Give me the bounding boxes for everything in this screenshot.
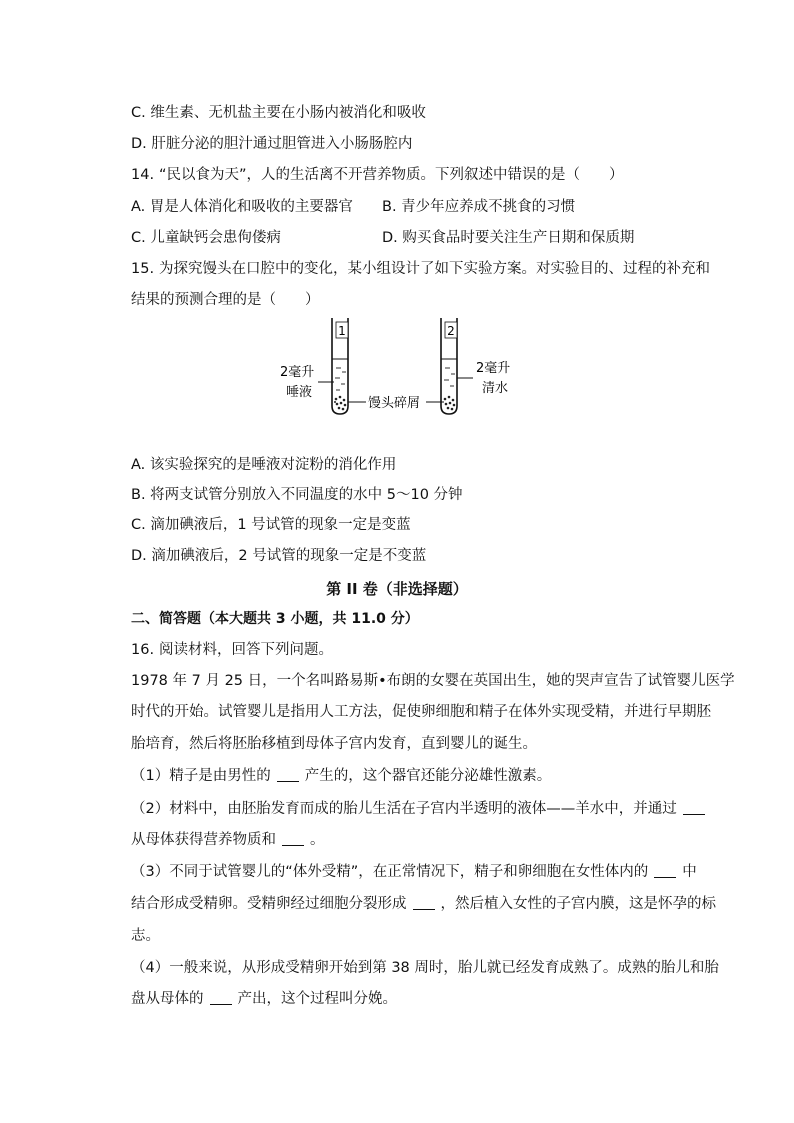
test-tube-2	[441, 318, 457, 414]
q14-number: 14.	[131, 167, 155, 183]
q16-sub-3-line-2	[131, 894, 716, 914]
q16-sub-3-text-a: （3）不同于试管婴儿的“体外受精”，在正常情况下，精子和卵细胞在女性体内的	[131, 864, 649, 880]
water-label-volume: 2毫升	[476, 361, 511, 376]
answer-blank[interactable]	[277, 767, 299, 782]
water-label-name: 清水	[482, 381, 509, 396]
q16-sub-4-text-c: 产出，这个过程叫分娩。	[237, 991, 397, 1007]
tube-1-crumbs	[334, 396, 346, 411]
q14-options-row-1	[131, 197, 691, 217]
q16-sub-1-text-b: 产生的，这个器官还能分泌雄性激素。	[304, 768, 552, 784]
q16-sub-3-text-c: 结合形成受精卵。受精卵经过细胞分裂形成	[131, 896, 407, 912]
tube-2-crumbs	[444, 396, 456, 411]
q14-option-c: C. 儿童缺钙会患佝偻病	[131, 230, 281, 246]
q16-sub-2-text-b: 从母体获得营养物质和	[131, 832, 276, 848]
test-tube-figure	[270, 314, 530, 424]
part-2-title: 第 II 卷（非选择题）	[326, 580, 468, 598]
q14-stem	[131, 165, 624, 185]
answer-blank[interactable]	[282, 831, 304, 846]
q16-sub-2-text-a: （2）材料中，由胚胎发育而成的胎儿生活在子宫内半透明的液体——羊水中，并通过	[131, 801, 677, 817]
answer-blank[interactable]	[413, 895, 435, 910]
q16-material-line-3: 胎培育，然后将胚胎移植到母体子宫内发育，直到婴儿的诞生。	[131, 736, 537, 752]
q14-option-d: D. 购买食品时要关注生产日期和保质期	[382, 230, 635, 246]
tube-2-number: 2	[447, 324, 455, 338]
q15-option-d: D. 滴加碘液后，2 号试管的现象一定是不变蓝	[131, 548, 427, 564]
q16-sub-1-text-a: （1）精子是由男性的	[131, 768, 271, 784]
q13-option-d: D. 肝脏分泌的胆汁通过胆管进入小肠肠腔内	[131, 136, 413, 152]
answer-blank[interactable]	[210, 990, 232, 1005]
q16-sub-2-line-1	[131, 799, 711, 819]
q16-sub-2-line-2	[131, 830, 325, 850]
q16-sub-2-text-c: 。	[310, 832, 325, 848]
q16-stem-text: 阅读材料，回答下列问题。	[159, 642, 333, 658]
q15-option-b: B. 将两支试管分别放入不同温度的水中 5～10 分钟	[131, 487, 463, 503]
q16-stem	[131, 640, 333, 660]
q16-number: 16.	[131, 642, 155, 658]
q16-sub-3-text-b: 中	[682, 864, 697, 880]
q15-option-c: C. 滴加碘液后，1 号试管的现象一定是变蓝	[131, 517, 411, 533]
q16-sub-1	[131, 766, 551, 786]
q16-sub-4-line-2	[131, 989, 397, 1009]
q15-stem-line-2: 结果的预测合理的是（ ）	[131, 292, 320, 308]
q16-sub-3-line-3: 志。	[131, 928, 160, 944]
bread-crumbs-label: 馒头碎屑	[368, 396, 421, 411]
q14-options-row-2	[131, 228, 691, 248]
q13-option-c: C. 维生素、无机盐主要在小肠内被消化和吸收	[131, 105, 426, 121]
q14-option-a: A. 胃是人体消化和吸收的主要器官	[131, 199, 353, 215]
q15-stem-line-1	[131, 259, 710, 279]
q16-sub-3-text-d: ，然后植入女性的子宫内膜，这是怀孕的标	[440, 896, 716, 912]
tube-1-number: 1	[338, 324, 346, 338]
saliva-label-volume: 2毫升	[280, 365, 315, 380]
q16-material-line-1: 1978 年 7 月 25 日，一个名叫路易斯•布朗的女婴在英国出生，她的哭声宣告了试管婴儿医学	[131, 673, 735, 689]
q14-option-b: B. 青少年应养成不挑食的习惯	[382, 199, 576, 215]
q14-stem-text: “民以食为天”，人的生活离不开营养物质。下列叙述中错误的是（ ）	[159, 167, 624, 183]
q16-sub-4-text-b: 盘从母体的	[131, 991, 204, 1007]
test-tube-1	[332, 318, 348, 414]
q15-stem-text-1: 为探究馒头在口腔中的变化，某小组设计了如下实验方案。对实验目的、过程的补充和	[159, 261, 710, 277]
section-heading: 二、简答题（本大题共 3 小题，共 11.0 分）	[131, 611, 419, 627]
saliva-label-name: 唾液	[286, 385, 313, 400]
answer-blank[interactable]	[683, 800, 705, 815]
answer-blank[interactable]	[654, 863, 676, 878]
q15-option-a: A. 该实验探究的是唾液对淀粉的消化作用	[131, 457, 397, 473]
q16-material-line-2: 时代的开始。试管婴儿是指用人工方法，促使卵细胞和精子在体外实现受精，并进行早期胚	[131, 704, 711, 720]
q15-number: 15.	[131, 261, 155, 277]
q16-sub-3-line-1	[131, 862, 697, 882]
q16-sub-4-line-1: （4）一般来说，从形成受精卵开始到第 38 周时，胎儿就已经发育成熟了。成熟的胎儿和胎	[131, 960, 719, 976]
